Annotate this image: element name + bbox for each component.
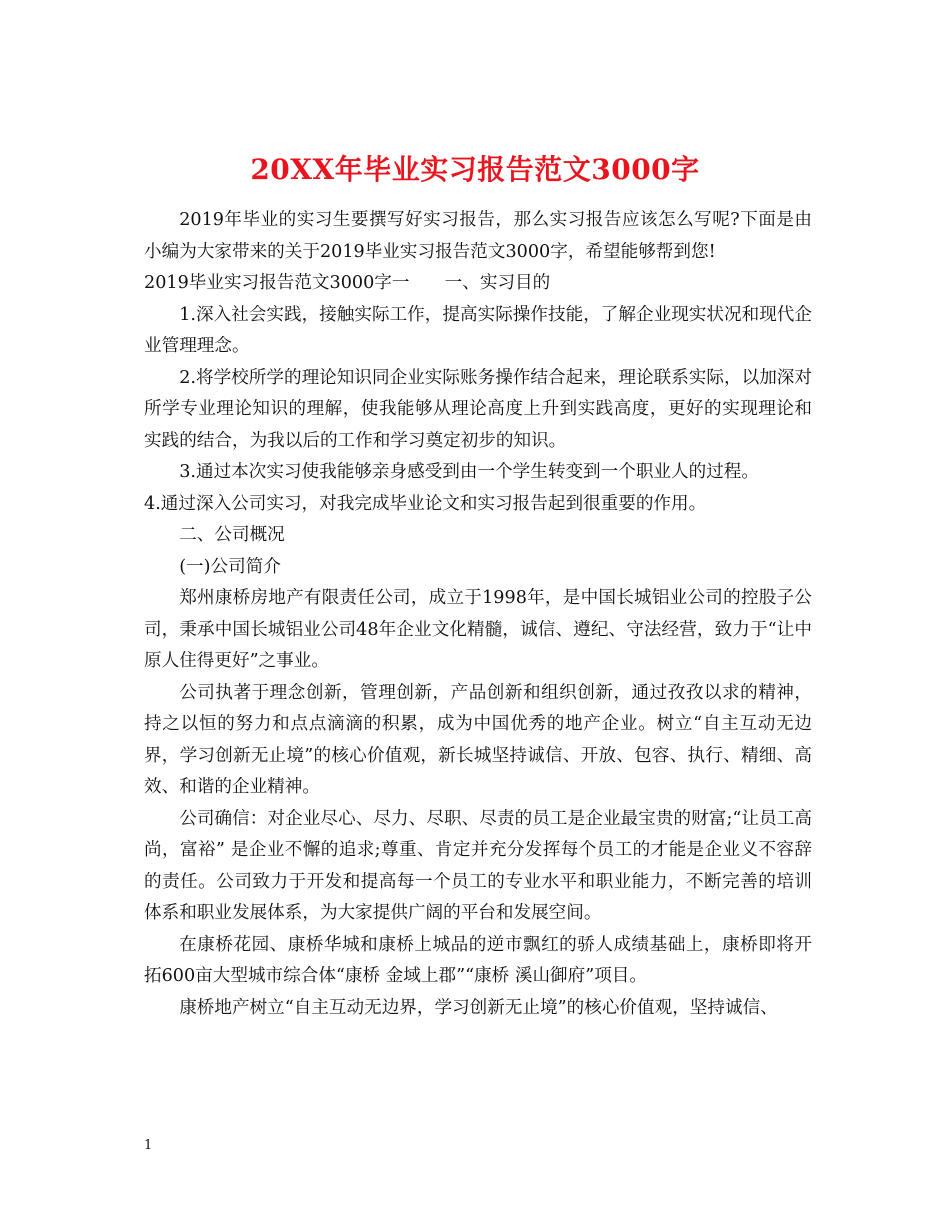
document-body: [144, 205, 812, 1024]
paragraph: 公司确信：对企业尽心、尽力、尽职、尽责的员工是企业最宝贵的财富;“让员工高尚，富裕” 是企业不懈的追求;尊重、肯定并充分发挥每个员工的才能是企业义不容辞的责任。公司致力于开发和提高每一个员工的专业水平和职业能力，不断完善的培训体系和职业发展体系，为大家提供广阔的平台和发展空间。: [144, 808, 812, 923]
section-heading: 二、公司概况: [179, 525, 285, 545]
subsection-heading: (一)公司简介: [179, 556, 281, 577]
paragraph: 3.通过本次实习使我能够亲身感受到由一个学生转变到一个职业人的过程。: [179, 462, 759, 482]
page-number: 1: [144, 1138, 153, 1153]
paragraph: 公司执著于理念创新，管理创新，产品创新和组织创新，通过孜孜以求的精神，持之以恒的努力和点点滴滴的积累，成为中国优秀的地产企业。树立“自主互动无边界，学习创新无止境”的核心价值观，新长城坚持诚信、开放、包容、执行、精细、高效、和谐的企业精神。: [144, 682, 812, 797]
paragraph: 2.将学校所学的理论知识同企业实际账务操作结合起来，理论联系实际，以加深对所学专业理论知识的理解，使我能够从理论高度上升到实践高度，更好的实现理论和实践的结合，为我以后的工作和学习奠定初步的知识。: [144, 367, 812, 451]
paragraph: 康桥地产树立“自主互动无边界，学习创新无止境”的核心价值观，坚持诚信、: [179, 997, 778, 1018]
paragraph: 1.深入社会实践，接触实际工作，提高实际操作技能，了解企业现实状况和现代企业管理理念。: [144, 304, 812, 356]
page-title: 20XX年毕业实习报告范文3000字: [250, 152, 700, 186]
paragraph: 郑州康桥房地产有限责任公司，成立于1998年，是中国长城铝业公司的控股子公司，秉承中国长城铝业公司48年企业文化精髓，诚信、遵纪、守法经营，致力于“让中原人住得更好”之事业。: [144, 588, 812, 671]
paragraph: 在康桥花园、康桥华城和康桥上城品的逆市飘红的骄人成绩基础上，康桥即将开拓600亩大型城市综合体“康桥 金域上郡”“康桥 溪山御府”项目。: [144, 934, 812, 986]
paragraph: 2019年毕业的实习生要撰写好实习报告，那么实习报告应该怎么写呢?下面是由小编为大家带来的关于2019毕业实习报告范文3000字，希望能够帮到您!: [144, 210, 812, 262]
paragraph: 4.通过深入公司实习，对我完成毕业论文和实习报告起到很重要的作用。: [144, 493, 707, 514]
section-heading: 2019毕业实习报告范文3000字一 一、实习目的: [144, 273, 551, 293]
